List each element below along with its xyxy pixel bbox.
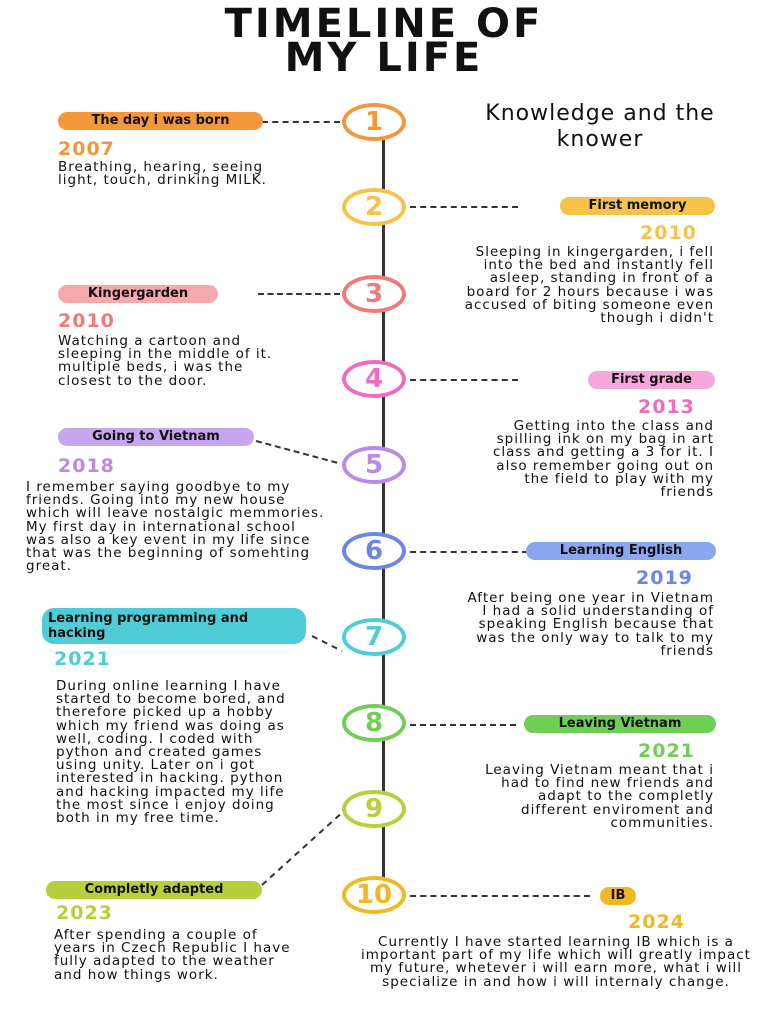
event-year-5: 2018 [58, 455, 115, 477]
event-year-1: 2007 [58, 138, 115, 160]
connector-8 [410, 724, 516, 726]
event-year-7: 2021 [54, 648, 111, 670]
event-text-10: Currently I have started learning IB which is a important part of my life which will greatly impact my future, whetever i will earn more, what i will specialize in and how i will internaly change. [361, 934, 751, 990]
event-label-1: The day i was born [58, 112, 263, 130]
event-year-3: 2010 [58, 310, 115, 332]
event-label-7: Learning programming and hacking [42, 608, 306, 644]
event-text-2: Sleeping in kingergarden, i fell into the bed and instantly fell asleep, standing in front of a board for 2 hours because i was accused of biting someone even though i didn't [464, 244, 714, 327]
event-year-4: 2013 [638, 396, 695, 418]
connector-4 [410, 379, 518, 381]
event-text-1: Breathing, hearing, seeing light, touch, drinking MILK. [58, 159, 267, 189]
subtitle: Knowledge and the knower [485, 101, 715, 152]
event-number-4: 4 [342, 360, 406, 398]
event-label-2: First memory [560, 197, 715, 215]
event-year-10: 2024 [628, 911, 685, 933]
event-year-6: 2019 [636, 567, 693, 589]
event-number-3: 3 [342, 275, 406, 313]
connector-2 [410, 206, 518, 208]
event-label-8: Leaving Vietnam [524, 715, 716, 733]
event-text-9: After spending a couple of years in Czech Republic I have fully adapted to the weather and how things work. [54, 927, 291, 983]
event-text-6: After being one year in Vietnam I had a solid understanding of speaking English because that was the only way to talk to my friends [467, 590, 714, 659]
connector-7 [312, 636, 342, 651]
connector-3 [258, 293, 340, 295]
event-text-3: Watching a cartoon and sleeping in the middle of it. multiple beds, i was the closest to the door. [58, 333, 273, 389]
event-number-1: 1 [342, 103, 406, 141]
event-number-7: 7 [342, 618, 406, 656]
event-text-7: During online learning I have started to become bored, and therefore picked up a hobby which my friend was doing as well, coding. I coded with python and created games using unity. Later on i got interested in hacking. python and hacking impacted my life the most since i enjoy doing both in my free time. [56, 678, 286, 827]
event-number-9: 9 [342, 790, 406, 828]
event-label-6: Learning English [526, 542, 716, 560]
event-number-8: 8 [342, 704, 406, 742]
event-number-5: 5 [342, 446, 406, 484]
event-number-10: 10 [342, 876, 406, 914]
event-number-2: 2 [342, 188, 406, 226]
connector-10 [410, 895, 590, 897]
event-text-4: Getting into the class and spilling ink on my bag in art class and getting a 3 for it. I also remember going out on the field to play with my friends [492, 418, 714, 501]
event-number-6: 6 [342, 532, 406, 570]
page-title: TIMELINE OF [224, 1, 544, 47]
event-text-5: I remember saying goodbye to my friends. Going into my new house which will leave nostalgic memmories. My first day in international school was also a key event in my life since that was the beginning of somehting great. [26, 479, 325, 575]
connector-1 [262, 121, 340, 123]
event-label-4: First grade [588, 371, 715, 389]
connector-6 [410, 551, 528, 553]
event-year-8: 2021 [638, 740, 695, 762]
event-label-3: Kingergarden [58, 285, 218, 303]
event-label-5: Going to Vietnam [58, 428, 254, 446]
event-year-2: 2010 [640, 222, 697, 244]
event-label-10: IB [600, 887, 636, 905]
event-text-8: Leaving Vietnam meant that i had to find new friends and adapt to the completly different enviroment and communities. [485, 762, 714, 831]
event-year-9: 2023 [56, 902, 113, 924]
page-title-line2: MY LIFE [284, 35, 484, 81]
event-label-9: Completly adapted [46, 881, 262, 899]
